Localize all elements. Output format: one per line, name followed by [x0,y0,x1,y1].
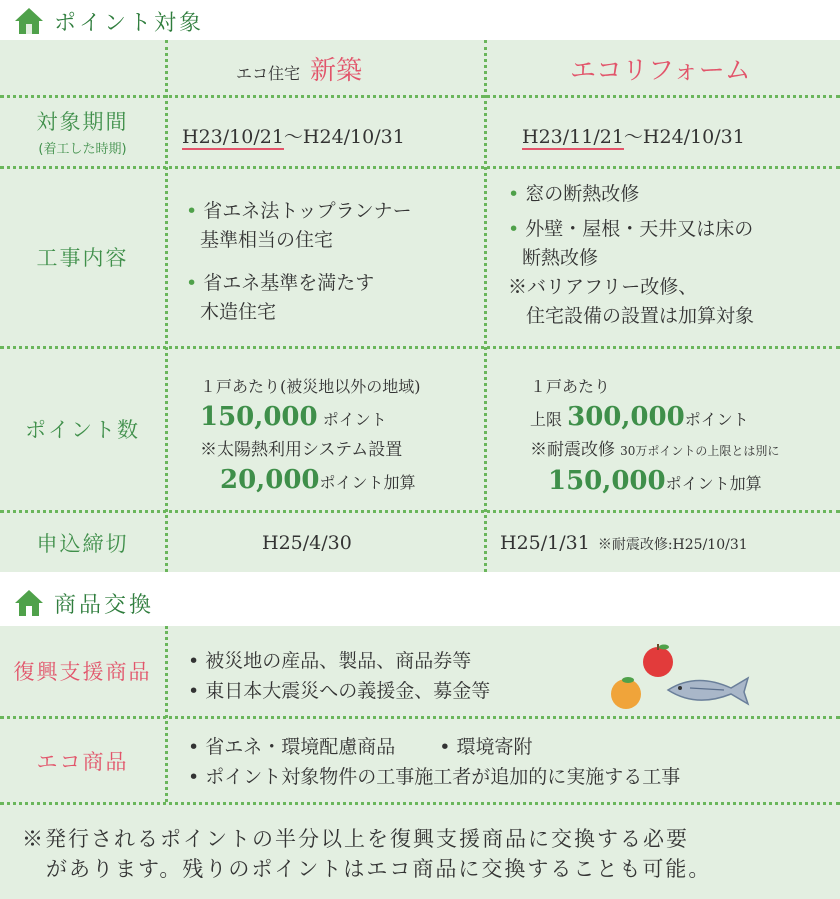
points-unit: ポイント [684,410,749,429]
goods-illustration [606,642,756,712]
label-eco-goods: エコ商品 [36,750,129,774]
row-divider [0,166,840,169]
apple-icon [643,644,673,677]
col-header-new [236,50,362,87]
points-unit: ポイント [322,410,387,429]
list-item: • ポイント対象物件の工事施工者が追加的に実施する工事 [188,762,680,792]
row-label-points: ポイント数 [25,418,140,442]
deadline-date: H25/1/31 [500,532,590,554]
row-label-deadline: 申込締切 [36,532,129,556]
col-divider [165,40,168,572]
list-item: • 環境寄附 [439,732,532,762]
period-end: ～H24/10/31 [623,126,745,148]
list-item: 基準相当の住宅 [200,229,334,251]
recovery-goods-list [188,646,490,706]
points-bonus-unit: ポイント加算 [665,474,762,493]
period-new [182,122,405,149]
points-limit: 上限 [530,410,563,429]
section-title: 商品交換 [54,592,155,618]
points-desc: １戸あたり(被災地以外の地域) [200,377,421,396]
list-item: • 外壁・屋根・天井又は床の [508,215,754,244]
period-end: ～H24/10/31 [283,126,405,148]
points-reform [530,372,779,499]
row-label-period: 対象期間 (着工した時期) [36,109,129,157]
points-value: 300,000 [567,402,685,432]
section-title: ポイント対象 [54,10,205,36]
points-note-small: 30万ポイントの上限とは別に [620,444,780,458]
list-item: 木造住宅 [200,301,277,323]
points-note: ※耐震改修 [530,440,615,460]
footer-line: ※発行されるポイントの半分以上を復興支援商品に交換する必要 [22,827,689,851]
period-start: H23/10/21 [182,126,284,148]
section-header-points [0,2,840,40]
note: 住宅設備の設置は加算対象 [526,305,755,327]
label-recovery-goods: 復興支援商品 [13,660,152,684]
deadline-note: ※耐震改修:H25/10/31 [597,537,748,553]
footer-note [22,824,711,884]
list-item: 断熱改修 [522,247,599,269]
house-icon [14,6,44,36]
points-bonus: 20,000 [220,465,320,495]
points-desc: １戸あたり [530,377,611,396]
work-new [186,197,412,327]
deadline-new: H25/4/30 [262,532,352,554]
house-icon [14,588,44,618]
deadline-reform [500,532,748,554]
points-note: ※太陽熱利用システム設置 [200,440,403,460]
points-bonus: 150,000 [548,466,666,496]
points-new [200,372,421,498]
fish-icon [668,678,748,704]
orange-icon [611,677,641,709]
list-item: • 省エネ法トップランナー [186,197,412,226]
period-start: H23/11/21 [522,126,624,148]
section-header-exchange [0,584,840,622]
row-divider [0,346,840,349]
list-item: • 省エネ基準を満たす [186,269,412,298]
list-item: • 省エネ・環境配慮商品 [188,732,395,762]
work-reform [508,180,754,331]
row-divider [0,802,840,805]
col-divider [484,40,487,572]
list-item: • 被災地の産品、製品、商品券等 [188,646,490,676]
col-header-prefix: エコ住宅 [236,64,301,83]
points-table [0,40,840,572]
exchange-table [0,626,840,899]
row-label-work: 工事内容 [36,246,129,270]
col-header-title: エコリフォーム [570,56,751,86]
period-reform [522,122,745,149]
points-bonus-unit: ポイント加算 [319,473,416,492]
points-value: 150,000 [200,402,318,432]
footer-line: があります。残りのポイントはエコ商品に交換することも可能。 [46,857,712,881]
col-divider [165,626,168,802]
row-divider [0,716,840,719]
col-header-title: 新築 [310,56,363,86]
list-item: • 東日本大震災への義援金、募金等 [188,676,490,706]
row-divider [0,510,840,513]
col-header-reform [570,50,751,87]
eco-goods-list [188,732,680,792]
note: ※バリアフリー改修、 [508,276,698,298]
list-item: • 窓の断熱改修 [508,180,754,209]
